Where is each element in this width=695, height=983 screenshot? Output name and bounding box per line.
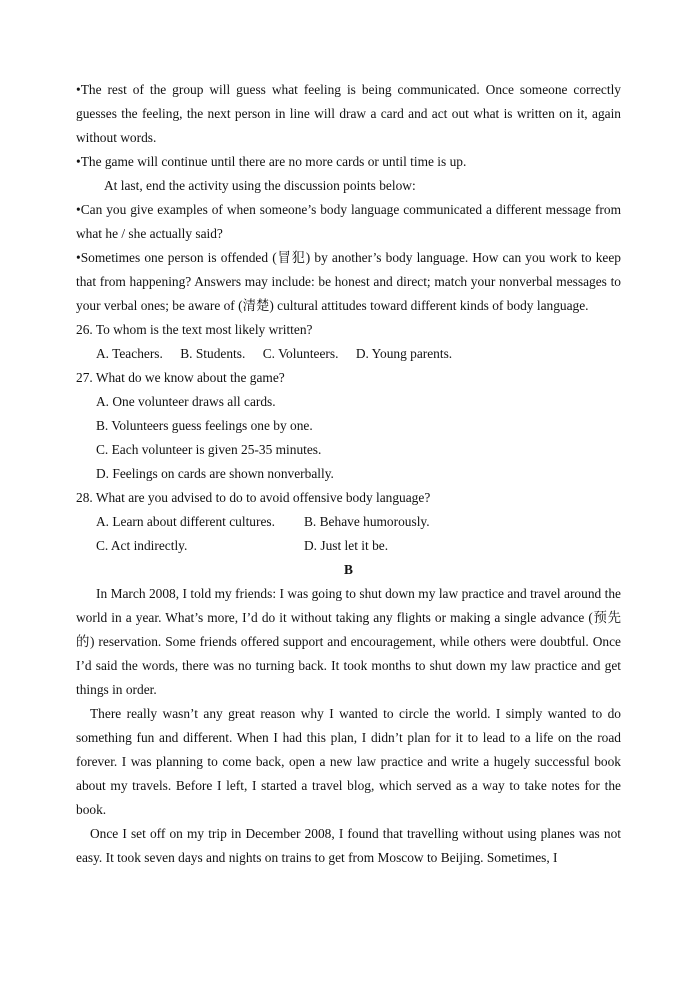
question-26-stem: 26. To whom is the text most likely written? xyxy=(76,322,313,337)
question-27-option-a[interactable]: A. One volunteer draws all cards. xyxy=(96,394,276,409)
passage-b-paragraph-1: In March 2008, I told my friends: I was going to shut down my law practice and travel around the world in a year. What’s more, I’d do it without taking any flights or making a single advance (预先的) reservation. Some friends offered support and encouragement, while others were doubtful. Once I’d said the words, there was no turning back. It took months to shut down my law practice and get things in order. xyxy=(76,586,621,697)
question-26-option-b[interactable]: B. Students. xyxy=(180,346,246,361)
closing-instruction: At last, end the activity using the discussion points below: xyxy=(104,178,416,193)
section-b-title: B xyxy=(344,562,353,577)
question-26-options xyxy=(76,342,621,366)
question-28-option-c[interactable]: C. Act indirectly. xyxy=(96,538,188,553)
question-27-option-b[interactable]: B. Volunteers guess feelings one by one. xyxy=(96,418,313,433)
question-26-option-d[interactable]: D. Young parents. xyxy=(355,346,453,361)
bullet-discussion-1: •Can you give examples of when someone’s body language communicated a different message from what he / she actually said? xyxy=(76,202,621,241)
passage-b-paragraph-2: There really wasn’t any great reason why I wanted to circle the world. I simply wanted to do something fun and different. When I had this plan, I didn’t plan for it to lead to a life on the road forever. I was planning to come back, open a new law practice and write a hugely successful book about my travels. Before I left, I started a travel blog, which served as a way to take notes for the book. xyxy=(76,706,621,817)
question-27-stem: 27. What do we know about the game? xyxy=(76,370,285,385)
question-27-option-c[interactable]: C. Each volunteer is given 25-35 minutes. xyxy=(96,442,322,457)
passage-b-paragraph-3: Once I set off on my trip in December 2008, I found that travelling without using planes was not easy. It took seven days and nights on trains to get from Moscow to Beijing. Sometimes, I xyxy=(76,826,621,865)
question-27-option-d[interactable]: D. Feelings on cards are shown nonverbally. xyxy=(96,466,334,481)
question-26-option-c[interactable]: C. Volunteers. xyxy=(262,346,339,361)
question-28-option-b[interactable]: B. Behave humorously. xyxy=(304,514,430,529)
page-content xyxy=(76,78,621,870)
question-28-options xyxy=(76,510,621,558)
bullet-discussion-2: •Sometimes one person is offended (冒犯) by another’s body language. How can you work to keep that from happening? Answers may include: be honest and direct; match your nonverbal messages to your verbal ones; be aware of (清楚) cultural attitudes toward different kinds of body language. xyxy=(76,250,621,313)
bullet-guess-feeling: •The rest of the group will guess what feeling is being communicated. Once someone correctly guesses the feeling, the next person in line will draw a card and act out what is written on it, again without words. xyxy=(76,82,621,145)
question-28-option-a[interactable]: A. Learn about different cultures. xyxy=(96,514,275,529)
bullet-game-continue: •The game will continue until there are no more cards or until time is up. xyxy=(76,154,467,169)
question-26-option-a[interactable]: A. Teachers. xyxy=(96,346,163,361)
question-28-option-d[interactable]: D. Just let it be. xyxy=(304,538,389,553)
question-28-stem: 28. What are you advised to do to avoid offensive body language? xyxy=(76,490,431,505)
